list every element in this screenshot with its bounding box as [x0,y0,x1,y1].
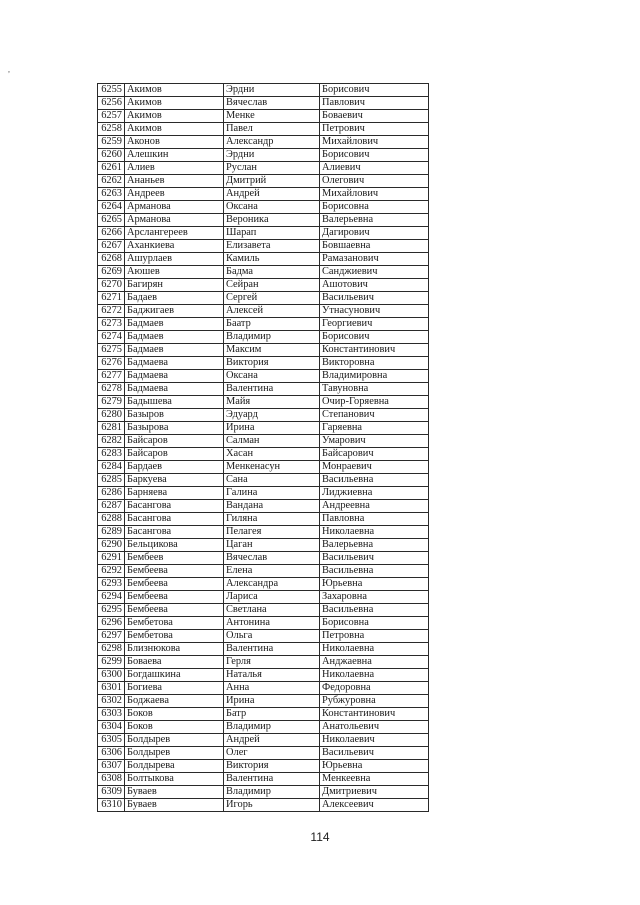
table-row [98,266,429,279]
row-number: 6297 [98,630,125,643]
surname-cell: Бадышева [125,396,224,409]
first-name-cell: Вячеслав [224,97,320,110]
surname-cell: Байсаров [125,435,224,448]
patronymic-cell: Васильевич [320,552,429,565]
table-row [98,331,429,344]
surname-cell: Бадмаева [125,357,224,370]
first-name-cell: Майя [224,396,320,409]
patronymic-cell: Валерьевна [320,539,429,552]
table-row [98,760,429,773]
table-row [98,318,429,331]
name-list-body [98,84,429,812]
first-name-cell: Хасан [224,448,320,461]
row-number: 6277 [98,370,125,383]
patronymic-cell: Васильевич [320,292,429,305]
surname-cell: Басангова [125,526,224,539]
row-number: 6272 [98,305,125,318]
patronymic-cell: Менкеевна [320,773,429,786]
row-number: 6292 [98,565,125,578]
row-number: 6295 [98,604,125,617]
table-row [98,357,429,370]
patronymic-cell: Валерьевна [320,214,429,227]
table-row [98,461,429,474]
table-row [98,799,429,812]
row-number: 6281 [98,422,125,435]
surname-cell: Алешкин [125,149,224,162]
first-name-cell: Руслан [224,162,320,175]
surname-cell: Бадмаева [125,383,224,396]
table-row [98,747,429,760]
first-name-cell: Батр [224,708,320,721]
table-row [98,591,429,604]
table-row [98,578,429,591]
table-row [98,474,429,487]
row-number: 6256 [98,97,125,110]
surname-cell: Болдырева [125,760,224,773]
surname-cell: Бембеева [125,578,224,591]
first-name-cell: Антонина [224,617,320,630]
patronymic-cell: Захаровна [320,591,429,604]
first-name-cell: Сана [224,474,320,487]
first-name-cell: Наталья [224,669,320,682]
row-number: 6259 [98,136,125,149]
first-name-cell: Гиляна [224,513,320,526]
row-number: 6270 [98,279,125,292]
patronymic-cell: Викторовна [320,357,429,370]
surname-cell: Бадмаев [125,318,224,331]
patronymic-cell: Васильевна [320,604,429,617]
first-name-cell: Светлана [224,604,320,617]
surname-cell: Барняева [125,487,224,500]
table-row [98,149,429,162]
patronymic-cell: Васильевна [320,474,429,487]
table-row [98,175,429,188]
surname-cell: Болдырев [125,734,224,747]
first-name-cell: Сергей [224,292,320,305]
patronymic-cell: Андреевна [320,500,429,513]
table-row [98,188,429,201]
patronymic-cell: Федоровна [320,682,429,695]
surname-cell: Аконов [125,136,224,149]
patronymic-cell: Васильевич [320,747,429,760]
patronymic-cell: Константинович [320,344,429,357]
first-name-cell: Ирина [224,422,320,435]
row-number: 6264 [98,201,125,214]
first-name-cell: Салман [224,435,320,448]
first-name-cell: Олег [224,747,320,760]
patronymic-cell: Павлович [320,97,429,110]
surname-cell: Близнюкова [125,643,224,656]
patronymic-cell: Борисович [320,84,429,97]
first-name-cell: Сейран [224,279,320,292]
row-number: 6284 [98,461,125,474]
surname-cell: Акимов [125,110,224,123]
patronymic-cell: Юрьевна [320,760,429,773]
patronymic-cell: Тавуновна [320,383,429,396]
row-number: 6305 [98,734,125,747]
first-name-cell: Андрей [224,188,320,201]
table-row [98,487,429,500]
patronymic-cell: Алексеевич [320,799,429,812]
name-list-table [97,83,429,812]
first-name-cell: Вандана [224,500,320,513]
surname-cell: Бембеева [125,565,224,578]
table-row [98,279,429,292]
table-row [98,448,429,461]
first-name-cell: Андрей [224,734,320,747]
patronymic-cell: Николаевна [320,669,429,682]
first-name-cell: Валентина [224,643,320,656]
patronymic-cell: Анатольевич [320,721,429,734]
row-number: 6302 [98,695,125,708]
patronymic-cell: Гаряевна [320,422,429,435]
patronymic-cell: Санджиевич [320,266,429,279]
table-row [98,513,429,526]
surname-cell: Боваева [125,656,224,669]
first-name-cell: Максим [224,344,320,357]
patronymic-cell: Константинович [320,708,429,721]
first-name-cell: Елизавета [224,240,320,253]
row-number: 6275 [98,344,125,357]
row-number: 6271 [98,292,125,305]
first-name-cell: Эдуард [224,409,320,422]
surname-cell: Андреев [125,188,224,201]
surname-cell: Бельцикова [125,539,224,552]
table-row [98,110,429,123]
surname-cell: Ананьев [125,175,224,188]
first-name-cell: Оксана [224,370,320,383]
surname-cell: Акимов [125,97,224,110]
table-row [98,253,429,266]
table-row [98,734,429,747]
row-number: 6304 [98,721,125,734]
table-row [98,669,429,682]
patronymic-cell: Дмитриевич [320,786,429,799]
row-number: 6307 [98,760,125,773]
row-number: 6308 [98,773,125,786]
row-number: 6285 [98,474,125,487]
surname-cell: Арслангереев [125,227,224,240]
surname-cell: Акимов [125,84,224,97]
table-row [98,201,429,214]
table-row [98,396,429,409]
first-name-cell: Алексей [224,305,320,318]
patronymic-cell: Юрьевна [320,578,429,591]
first-name-cell: Баатр [224,318,320,331]
first-name-cell: Ирина [224,695,320,708]
table-row [98,773,429,786]
first-name-cell: Эрдни [224,84,320,97]
row-number: 6268 [98,253,125,266]
first-name-cell: Елена [224,565,320,578]
table-row [98,695,429,708]
patronymic-cell: Владимировна [320,370,429,383]
first-name-cell: Дмитрий [224,175,320,188]
table-row [98,656,429,669]
surname-cell: Арманова [125,214,224,227]
patronymic-cell: Рубжуровна [320,695,429,708]
first-name-cell: Бадма [224,266,320,279]
row-number: 6303 [98,708,125,721]
first-name-cell: Галина [224,487,320,500]
row-number: 6290 [98,539,125,552]
surname-cell: Бембеева [125,604,224,617]
first-name-cell: Менке [224,110,320,123]
surname-cell: Богиева [125,682,224,695]
row-number: 6289 [98,526,125,539]
first-name-cell: Владимир [224,331,320,344]
row-number: 6276 [98,357,125,370]
patronymic-cell: Георгиевич [320,318,429,331]
patronymic-cell: Алиевич [320,162,429,175]
patronymic-cell: Боваевич [320,110,429,123]
table-row [98,630,429,643]
first-name-cell: Виктория [224,760,320,773]
surname-cell: Аханкиева [125,240,224,253]
first-name-cell: Вероника [224,214,320,227]
table-row [98,97,429,110]
row-number: 6269 [98,266,125,279]
patronymic-cell: Лиджиевна [320,487,429,500]
patronymic-cell: Михайлович [320,136,429,149]
surname-cell: Базырова [125,422,224,435]
page-number: 114 [310,830,330,844]
surname-cell: Бадмаев [125,344,224,357]
surname-cell: Ашурлаев [125,253,224,266]
row-number: 6306 [98,747,125,760]
row-number: 6301 [98,682,125,695]
first-name-cell: Павел [224,123,320,136]
first-name-cell: Виктория [224,357,320,370]
patronymic-cell: Монраевич [320,461,429,474]
table-row [98,682,429,695]
first-name-cell: Вячеслав [224,552,320,565]
patronymic-cell: Борисовна [320,201,429,214]
first-name-cell: Оксана [224,201,320,214]
row-number: 6294 [98,591,125,604]
surname-cell: Баджигаев [125,305,224,318]
patronymic-cell: Степанович [320,409,429,422]
row-number: 6257 [98,110,125,123]
table-row [98,539,429,552]
table-row [98,617,429,630]
patronymic-cell: Борисович [320,149,429,162]
row-number: 6309 [98,786,125,799]
table-row [98,708,429,721]
patronymic-cell: Утнасунович [320,305,429,318]
table-row [98,786,429,799]
row-number: 6287 [98,500,125,513]
table-row [98,526,429,539]
table-row [98,227,429,240]
patronymic-cell: Николаевна [320,643,429,656]
row-number: 6266 [98,227,125,240]
surname-cell: Баркуева [125,474,224,487]
first-name-cell: Камиль [224,253,320,266]
first-name-cell: Лариса [224,591,320,604]
table-row [98,136,429,149]
table-row [98,370,429,383]
table-row [98,344,429,357]
row-number: 6298 [98,643,125,656]
patronymic-cell: Петровна [320,630,429,643]
first-name-cell: Эрдни [224,149,320,162]
patronymic-cell: Анджаевна [320,656,429,669]
surname-cell: Бембеева [125,591,224,604]
surname-cell: Багирян [125,279,224,292]
patronymic-cell: Рамазанович [320,253,429,266]
surname-cell: Бардаев [125,461,224,474]
patronymic-cell: Байсарович [320,448,429,461]
table-row [98,240,429,253]
surname-cell: Буваев [125,799,224,812]
surname-cell: Байсаров [125,448,224,461]
row-number: 6300 [98,669,125,682]
surname-cell: Бадмаев [125,331,224,344]
surname-cell: Буваев [125,786,224,799]
first-name-cell: Менкенасун [224,461,320,474]
surname-cell: Боков [125,708,224,721]
row-number: 6263 [98,188,125,201]
table-row [98,214,429,227]
patronymic-cell: Петрович [320,123,429,136]
surname-cell: Бадмаева [125,370,224,383]
patronymic-cell: Михайлович [320,188,429,201]
row-number: 6279 [98,396,125,409]
table-row [98,422,429,435]
first-name-cell: Ольга [224,630,320,643]
patronymic-cell: Николаевич [320,734,429,747]
table-row [98,292,429,305]
patronymic-cell: Умарович [320,435,429,448]
first-name-cell: Александра [224,578,320,591]
table-row [98,123,429,136]
patronymic-cell: Олегович [320,175,429,188]
patronymic-cell: Ашотович [320,279,429,292]
row-number: 6278 [98,383,125,396]
surname-cell: Акимов [125,123,224,136]
table-row [98,409,429,422]
patronymic-cell: Бовшаевна [320,240,429,253]
surname-cell: Боджаева [125,695,224,708]
surname-cell: Алиев [125,162,224,175]
row-number: 6261 [98,162,125,175]
patronymic-cell: Николаевна [320,526,429,539]
patronymic-cell: Борисович [320,331,429,344]
patronymic-cell: Васильевна [320,565,429,578]
table-row [98,500,429,513]
first-name-cell: Игорь [224,799,320,812]
row-number: 6260 [98,149,125,162]
surname-cell: Боков [125,721,224,734]
row-number: 6265 [98,214,125,227]
table-row [98,643,429,656]
row-number: 6296 [98,617,125,630]
patronymic-cell: Очир-Горяевна [320,396,429,409]
table-row [98,552,429,565]
table-row [98,565,429,578]
row-number: 6299 [98,656,125,669]
surname-cell: Арманова [125,201,224,214]
row-number: 6288 [98,513,125,526]
patronymic-cell: Дагирович [320,227,429,240]
table-row [98,435,429,448]
first-name-cell: Анна [224,682,320,695]
surname-cell: Базыров [125,409,224,422]
first-name-cell: Валентина [224,773,320,786]
surname-cell: Богдашкина [125,669,224,682]
row-number: 6286 [98,487,125,500]
row-number: 6310 [98,799,125,812]
surname-cell: Басангова [125,500,224,513]
first-name-cell: Цаган [224,539,320,552]
table-row [98,84,429,97]
surname-cell: Бембетова [125,617,224,630]
first-name-cell: Владимир [224,721,320,734]
row-number: 6283 [98,448,125,461]
surname-cell: Басангова [125,513,224,526]
table-row [98,604,429,617]
row-number: 6293 [98,578,125,591]
first-name-cell: Пелагея [224,526,320,539]
row-number: 6274 [98,331,125,344]
patronymic-cell: Павловна [320,513,429,526]
table-row [98,383,429,396]
row-number: 6267 [98,240,125,253]
first-name-cell: Герля [224,656,320,669]
surname-cell: Бадаев [125,292,224,305]
table-row [98,721,429,734]
row-number: 6255 [98,84,125,97]
row-number: 6282 [98,435,125,448]
surname-cell: Бембетова [125,630,224,643]
row-number: 6280 [98,409,125,422]
first-name-cell: Александр [224,136,320,149]
surname-cell: Болдырев [125,747,224,760]
surname-cell: Болтыкова [125,773,224,786]
first-name-cell: Валентина [224,383,320,396]
row-number: 6258 [98,123,125,136]
surname-cell: Бембеев [125,552,224,565]
table-row [98,305,429,318]
first-name-cell: Владимир [224,786,320,799]
table-row [98,162,429,175]
patronymic-cell: Борисовна [320,617,429,630]
row-number: 6262 [98,175,125,188]
row-number: 6291 [98,552,125,565]
scan-mark: , [8,65,10,74]
first-name-cell: Шарап [224,227,320,240]
row-number: 6273 [98,318,125,331]
surname-cell: Аюшев [125,266,224,279]
